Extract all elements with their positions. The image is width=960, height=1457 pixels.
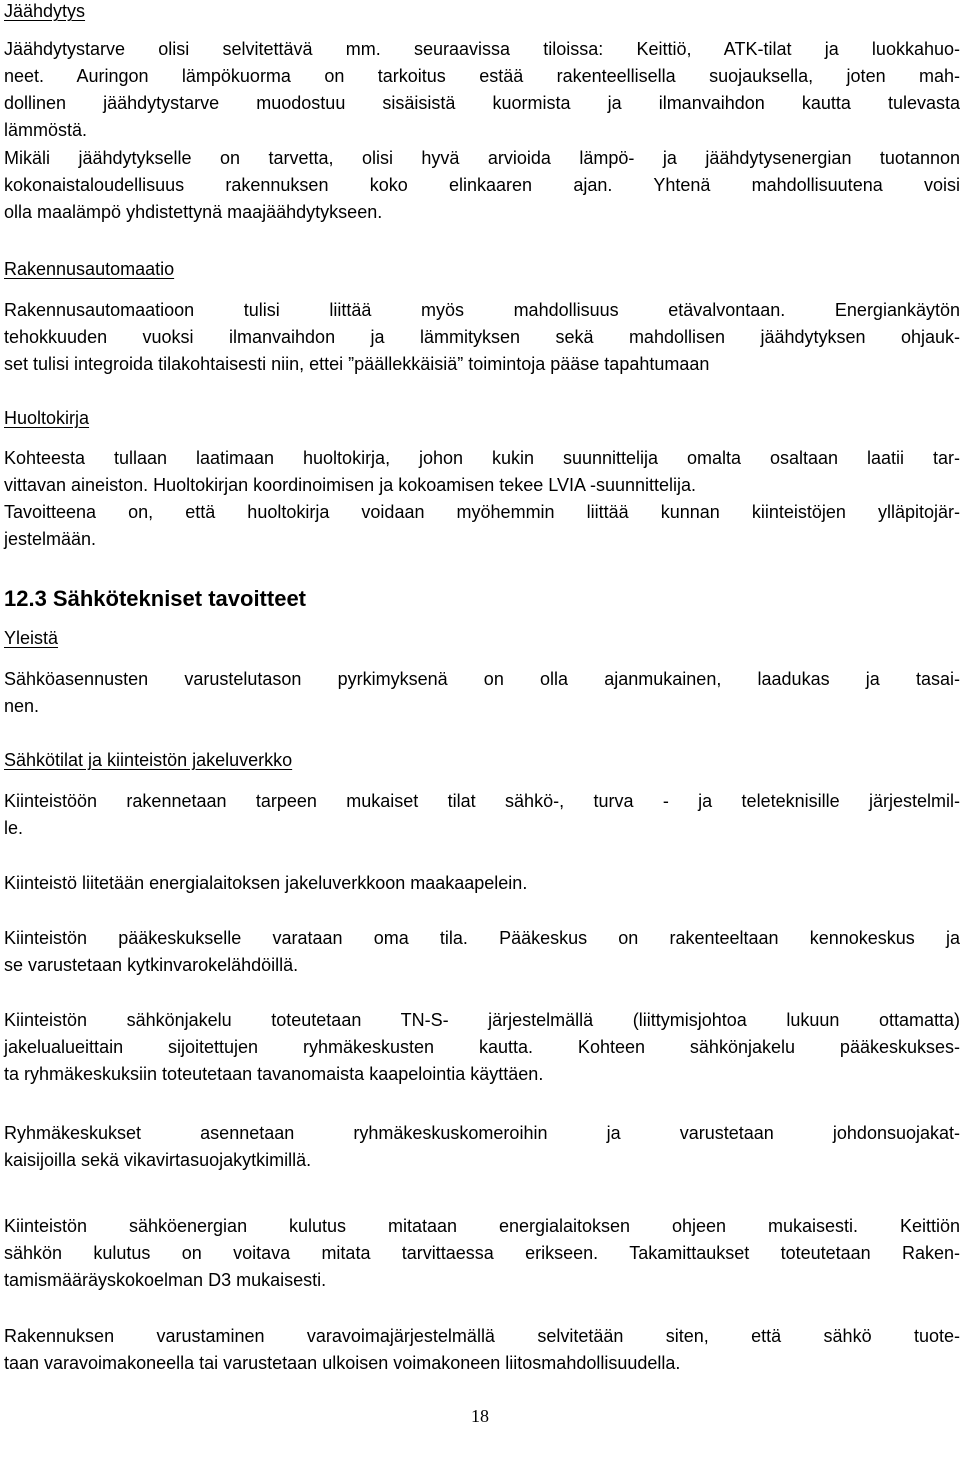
text-line: sähkön kulutus on voitava mitata tarvittaessa erikseen. Takamittaukset toteutetaan Raken-: [4, 1243, 960, 1263]
text-line: jestelmään.: [4, 529, 97, 549]
text-line: Rakennusautomaatioon tulisi liittää myös mahdollisuus etävalvontaan. Energiankäytön: [4, 300, 960, 320]
text-line: Kohteesta tullaan laatimaan huoltokirja, johon kukin suunnittelija omalta osaltaan laatii tar-: [4, 448, 960, 468]
text-line: jakelualueittain sijoitettujen ryhmäkeskusten kautta. Kohteen sähkönjakelu pääkeskukses-: [4, 1037, 960, 1057]
text-line: neet. Auringon lämpökuorma on tarkoitus estää rakenteellisella suojauksella, joten mah-: [4, 66, 960, 86]
heading-text: Huoltokirja: [4, 408, 90, 428]
text-line: Ryhmäkeskukset asennetaan ryhmäkeskuskomeroihin ja varustetaan johdonsuojakat-: [4, 1123, 960, 1143]
paragraph-sahko-1: [4, 788, 960, 842]
heading-huoltokirja: [4, 405, 960, 432]
text-line: Kiinteistön pääkeskukselle varataan oma tila. Pääkeskus on rakenteeltaan kennokeskus ja: [4, 928, 960, 948]
heading-text: Yleistä: [4, 628, 59, 648]
text-line: Mikäli jäähdytykselle on tarvetta, olisi hyvä arvioida lämpö- ja jäähdytysenergian tuotannon: [4, 148, 960, 168]
paragraph-jaahdytys-1: [4, 36, 960, 144]
text-line: Sähköasennusten varustelutason pyrkimyksenä on olla ajanmukainen, laadukas ja tasai-: [4, 669, 960, 689]
heading-jaahdytys: [4, 0, 960, 25]
text-line: kokonaistaloudellisuus rakennuksen koko elinkaaren ajan. Yhtenä mahdollisuutena voisi: [4, 175, 960, 195]
text-line: Tavoitteena on, että huoltokirja voidaan myöhemmin liittää kunnan kiinteistöjen ylläpitojär-: [4, 502, 960, 522]
text-line: Kiinteistöön rakennetaan tarpeen mukaiset tilat sähkö-, turva - ja teleteknisille järjestelmil-: [4, 791, 960, 811]
heading-text: Rakennusautomaatio: [4, 259, 175, 279]
text-line: tehokkuuden vuoksi ilmanvaihdon ja lämmityksen sekä mahdollisen jäähdytyksen ohjauk-: [4, 327, 960, 347]
paragraph-yleista: [4, 666, 960, 720]
heading-yleista: [4, 625, 960, 652]
paragraph-sahko-5: [4, 1120, 960, 1174]
heading-text: Jäähdytys: [4, 1, 86, 21]
text-line: olla maalämpö yhdistettynä maajäähdytykseen.: [4, 202, 383, 222]
text-line: Rakennuksen varustaminen varavoimajärjestelmällä selvitetään siten, että sähkö tuote-: [4, 1326, 960, 1346]
paragraph-sahko-3: [4, 925, 960, 979]
paragraph-huoltokirja: [4, 445, 960, 553]
paragraph-sahko-4: [4, 1007, 960, 1088]
text-line: nen.: [4, 696, 40, 716]
text-line: le.: [4, 818, 24, 838]
text-line: set tulisi integroida tilakohtaisesti niin, ettei ”päällekkäisiä” toimintoja pääse tapahtumaan: [4, 354, 710, 374]
heading-sahkotilat: [4, 747, 960, 774]
text-line: taan varavoimakoneella tai varustetaan ulkoisen voimakoneen liitosmahdollisuudella.: [4, 1353, 681, 1373]
heading-rakennusautomaatio: [4, 256, 960, 283]
text-line: lämmöstä.: [4, 120, 88, 140]
paragraph-rakennusautomaatio: [4, 297, 960, 378]
text-line: Kiinteistön sähköenergian kulutus mitataan energialaitoksen ohjeen mukaisesti. Keittiön: [4, 1216, 960, 1236]
page-number: 18: [471, 1406, 489, 1426]
text-line: dollinen jäähdytystarve muodostuu sisäisistä kuormista ja ilmanvaihdon kautta tulevasta: [4, 93, 960, 113]
paragraph-sahko-6: [4, 1213, 960, 1294]
text-line: Jäähdytystarve olisi selvitettävä mm. seuraavissa tiloissa: Keittiö, ATK-tilat ja luokkahuo-: [4, 39, 960, 59]
section-title: 12.3 Sähkötekniset tavoitteet: [4, 586, 307, 611]
paragraph-jaahdytys-2: [4, 145, 960, 226]
text-line: vittavan aineiston. Huoltokirjan koordinoimisen ja kokoamisen tekee LVIA -suunnittelija.: [4, 475, 697, 495]
text-line: Kiinteistön sähkönjakelu toteutetaan TN-S- järjestelmällä (liittymisjohtoa lukuun ottamatta): [4, 1010, 960, 1030]
text-line: Kiinteistö liitetään energialaitoksen jakeluverkkoon maakaapelein.: [4, 873, 528, 893]
text-line: se varustetaan kytkinvarokelähdöillä.: [4, 955, 299, 975]
text-line: ta ryhmäkeskuksiin toteutetaan tavanomaista kaapelointia käyttäen.: [4, 1064, 544, 1084]
paragraph-sahko-2: [4, 870, 960, 897]
heading-text: Sähkötilat ja kiinteistön jakeluverkko: [4, 750, 293, 770]
text-line: kaisijoilla sekä vikavirtasuojakytkimillä.: [4, 1150, 312, 1170]
section-title-12-3: [4, 584, 960, 614]
paragraph-sahko-7: [4, 1323, 960, 1377]
text-line: tamismääräyskokoelman D3 mukaisesti.: [4, 1270, 327, 1290]
